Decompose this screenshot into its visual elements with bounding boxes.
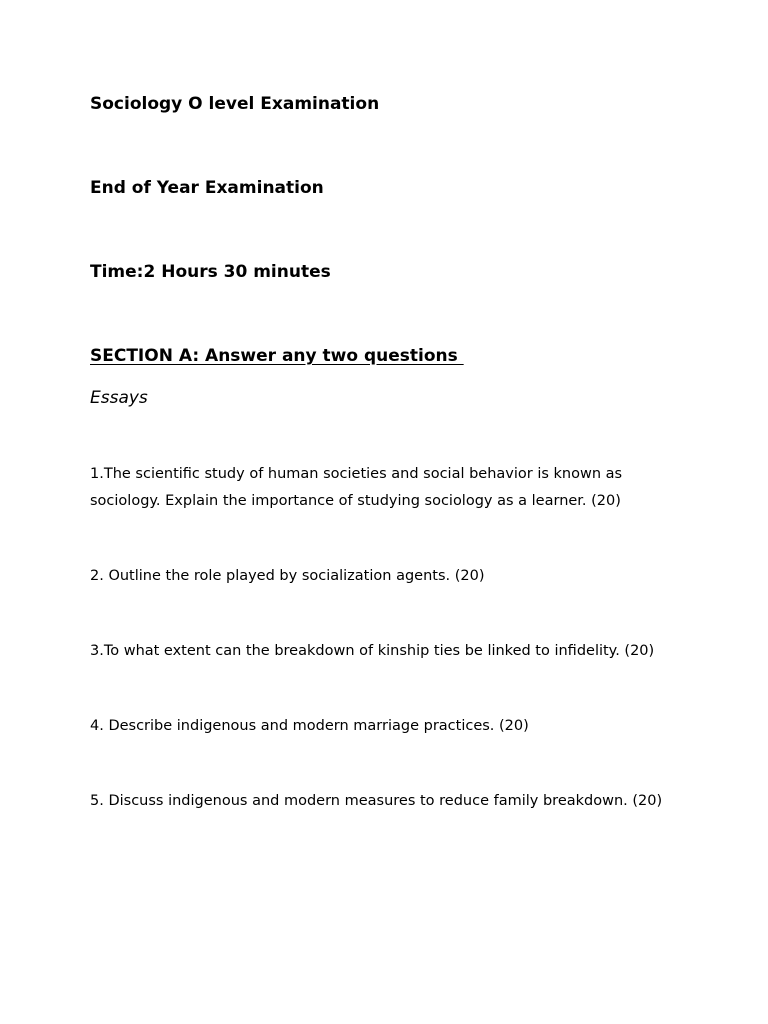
- exam-time: Time:2 Hours 30 minutes: [90, 262, 331, 282]
- question-5: 5. Discuss indigenous and modern measures to reduce family breakdown. (20): [90, 793, 663, 809]
- exam-subtitle: End of Year Examination: [90, 178, 324, 198]
- question-1: 1.The scientific study of human societies and social behavior is known as sociology. Explain the importance of studying sociology as a learner. (20): [90, 466, 623, 509]
- exam-title: Sociology O level Examination: [90, 94, 380, 114]
- question-4: 4. Describe indigenous and modern marriage practices. (20): [90, 718, 529, 734]
- section-type-label: Essays: [90, 388, 148, 408]
- section-heading: SECTION A: Answer any two questions: [90, 346, 464, 366]
- question-3: 3.To what extent can the breakdown of kinship ties be linked to infidelity. (20): [90, 643, 655, 659]
- question-2: 2. Outline the role played by socialization agents. (20): [90, 568, 485, 584]
